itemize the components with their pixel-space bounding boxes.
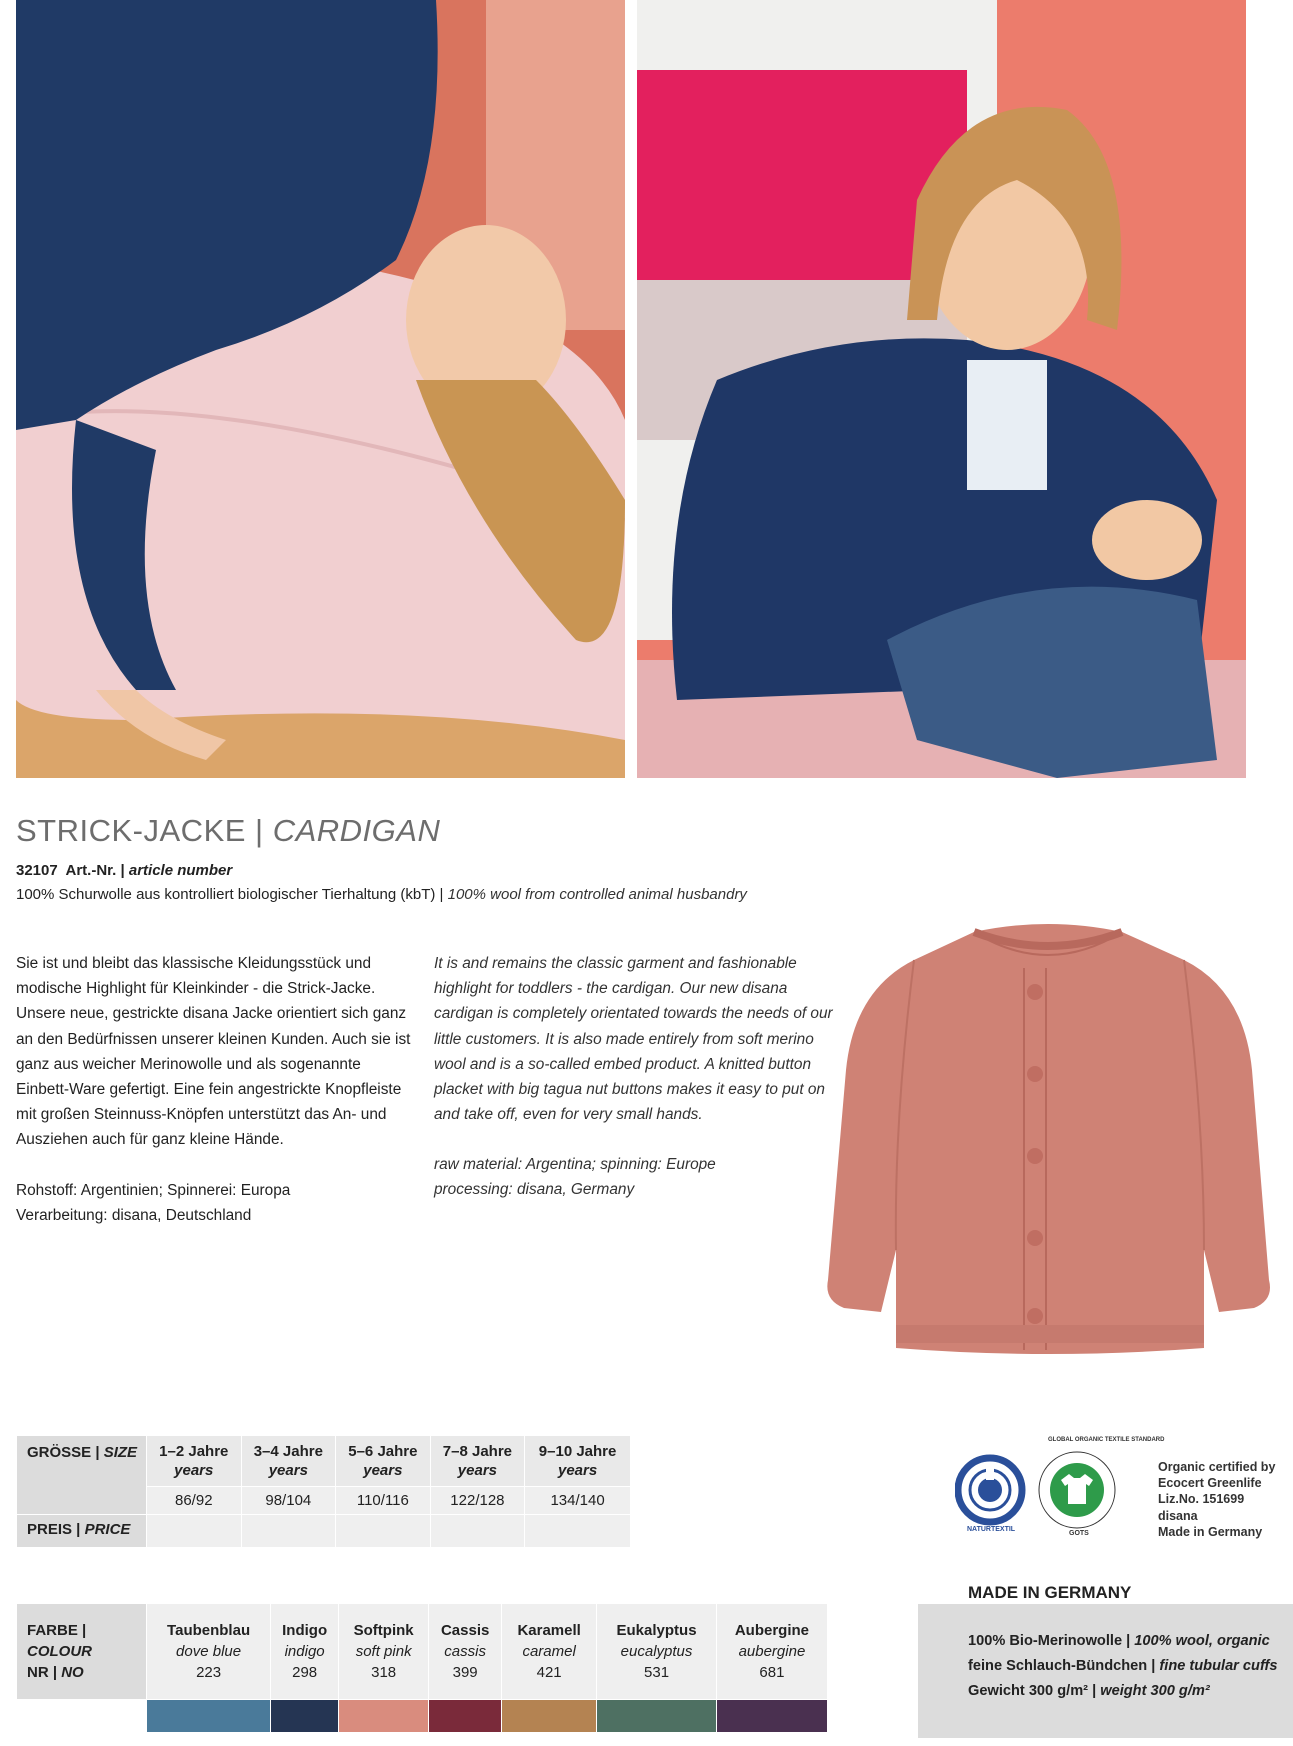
colour-name-de: Taubenblau — [167, 1622, 251, 1639]
size-years: years — [557, 1462, 598, 1479]
size-label-de: GRÖSSE | — [27, 1444, 100, 1461]
article-number-line — [16, 862, 232, 879]
cert-line: Ecocert Greenlife — [1158, 1476, 1262, 1491]
info-de: feine Schlauch-Bündchen | — [968, 1658, 1156, 1674]
product-info-box — [918, 1604, 1293, 1738]
price-label-de: PREIS | — [27, 1521, 81, 1538]
price-cell — [430, 1515, 525, 1548]
info-en: weight 300 g/m² — [1100, 1683, 1210, 1699]
title-separator: | — [245, 813, 273, 848]
colour-cell — [502, 1604, 597, 1700]
made-in-germany-heading: MADE IN GERMANY — [968, 1583, 1132, 1602]
origin-en-raw: raw material: Argentina; spinning: Europe — [434, 1156, 716, 1173]
colour-cell — [597, 1604, 717, 1700]
colour-name-en: dove blue — [176, 1643, 242, 1660]
material-line — [16, 886, 747, 903]
title-de: STRICK-JACKE — [16, 813, 246, 848]
size-cm: 122/128 — [430, 1487, 525, 1515]
size-years: years — [457, 1462, 498, 1479]
gots-short-label: GOTS — [1069, 1530, 1089, 1537]
colour-swatch[interactable] — [597, 1700, 717, 1733]
origin-en-processing: processing: disana, Germany — [434, 1181, 635, 1199]
size-cm: 110/116 — [336, 1487, 431, 1515]
description-de: Sie ist und bleibt das klassische Kleidungsstück und modische Highlight für Kleinkinder - die Strick-Jacke. Unsere neue, gestrickte disana Jacke orientiert sich ganz an den Bedürfnissen unserer kleinen Kunden. Auch sie ist ganz aus weicher Merinowolle und als sogenannte Einbett-Ware gefertigt. Eine fein angestrickte Knopfleiste mit großen Steinnuss-Knöpfen unterstützt das An- und Ausziehen auch für ganz kleine Hände. — [16, 955, 411, 1149]
info-en: fine tubular cuffs — [1159, 1658, 1278, 1674]
colour-number: 681 — [759, 1664, 785, 1681]
size-age: 3–4 Jahre — [253, 1443, 323, 1460]
colour-label — [17, 1604, 147, 1700]
size-label — [17, 1436, 147, 1515]
size-age: 9–10 Jahre — [538, 1443, 617, 1460]
info-line-cuffs — [968, 1654, 1278, 1679]
size-cm: 86/92 — [147, 1487, 242, 1515]
origin-de — [16, 1178, 290, 1228]
size-age: 7–8 Jahre — [442, 1443, 513, 1460]
price-cell — [147, 1515, 242, 1548]
cert-line: disana — [1158, 1508, 1198, 1523]
product-title — [16, 813, 440, 849]
colour-number: 223 — [196, 1664, 222, 1681]
price-cell — [525, 1515, 631, 1548]
price-cell — [336, 1515, 431, 1548]
colour-number: 298 — [292, 1664, 318, 1681]
photo-child-sitting — [637, 0, 1246, 778]
certification-logos — [955, 1440, 1095, 1540]
description-en: It is and remains the classic garment and fashionable highlight for toddlers - the cardigan. Our new disana cardigan is completely orientated towards the needs of our little customers. It is also made entirely from soft merino wool and is a so-called embed product. A knitted button placket with big tagua nut buttons makes it easy to put on and take off, even for very small hands. — [434, 955, 833, 1124]
colour-number: 399 — [452, 1664, 478, 1681]
colour-swatch[interactable] — [502, 1700, 597, 1733]
colour-number: 318 — [371, 1664, 397, 1681]
cert-line: Liz.No. 151699 — [1158, 1492, 1245, 1507]
origin-de-raw: Rohstoff: Argentinien; Spinnerei: Europa — [16, 1182, 291, 1199]
naturtextil-label: NATURTEXTIL — [967, 1526, 1016, 1533]
article-number: 32107 — [16, 862, 58, 879]
size-header — [525, 1436, 631, 1487]
info-line-wool — [968, 1629, 1278, 1654]
colour-label-en: COLOUR — [27, 1643, 92, 1660]
colour-cell — [429, 1604, 502, 1700]
price-label — [17, 1515, 147, 1548]
info-de: 100% Bio-Merinowolle | — [968, 1633, 1131, 1649]
colour-swatch[interactable] — [339, 1700, 429, 1733]
colour-swatch[interactable] — [271, 1700, 339, 1733]
cardigan-product-image — [824, 920, 1272, 1360]
cert-line: Made in Germany — [1158, 1524, 1263, 1539]
size-header — [430, 1436, 525, 1487]
origin-en — [434, 1152, 716, 1202]
colour-name-de: Aubergine — [734, 1622, 810, 1639]
colour-swatch[interactable] — [716, 1700, 827, 1733]
info-de: Gewicht 300 g/m² | — [968, 1683, 1097, 1699]
title-en: CARDIGAN — [272, 813, 441, 848]
colour-number: 531 — [644, 1664, 670, 1681]
size-years: years — [268, 1462, 308, 1479]
price-label-en: PRICE — [84, 1521, 131, 1538]
size-header — [147, 1436, 242, 1487]
origin-de-processing: Verarbeitung: disana, Deutschland — [16, 1207, 252, 1225]
colour-cell — [716, 1604, 827, 1700]
article-label-de: Art.-Nr. | — [65, 862, 125, 879]
size-age: 1–2 Jahre — [159, 1443, 229, 1460]
colour-name-de: Eukalyptus — [616, 1622, 697, 1639]
naturtextil-logo-icon — [958, 1458, 1022, 1522]
certification-text — [1158, 1459, 1275, 1540]
colour-name-en: eucalyptus — [620, 1643, 693, 1660]
material-de: 100% Schurwolle aus kontrolliert biologischer Tierhaltung (kbT) | — [16, 886, 444, 903]
size-age: 5–6 Jahre — [348, 1443, 418, 1460]
colour-name-de: Karamell — [517, 1622, 581, 1639]
info-line-weight — [968, 1679, 1278, 1704]
nr-label-en: NO — [61, 1664, 84, 1681]
colour-table — [16, 1603, 828, 1733]
info-en: 100% wool, organic — [1134, 1633, 1270, 1649]
colour-cell — [339, 1604, 429, 1700]
colour-name-en: aubergine — [738, 1643, 806, 1660]
cert-line: Organic certified by — [1158, 1460, 1276, 1474]
colour-cell — [147, 1604, 271, 1700]
colour-name-en: caramel — [522, 1643, 576, 1660]
price-cell — [241, 1515, 336, 1548]
size-label-en: SIZE — [103, 1444, 138, 1461]
size-cm: 98/104 — [241, 1487, 336, 1515]
size-header — [336, 1436, 431, 1487]
colour-swatch[interactable] — [147, 1700, 271, 1733]
size-cm: 134/140 — [525, 1487, 631, 1515]
colour-swatch[interactable] — [429, 1700, 502, 1733]
farbe-label: FARBE | — [27, 1622, 87, 1639]
size-years: years — [363, 1462, 403, 1479]
material-en: 100% wool from controlled animal husbandry — [447, 886, 747, 903]
gots-label: GLOBAL ORGANIC TEXTILE STANDARD — [1048, 1437, 1165, 1443]
colour-number: 421 — [536, 1664, 562, 1681]
colour-name-en: indigo — [284, 1643, 325, 1660]
colour-name-en: cassis — [444, 1643, 486, 1660]
swatch-spacer — [17, 1700, 147, 1733]
colour-name-de: Cassis — [440, 1622, 490, 1639]
size-header — [241, 1436, 336, 1487]
photo-child-lying — [16, 0, 625, 778]
colour-cell — [271, 1604, 339, 1700]
colour-name-en: soft pink — [355, 1643, 412, 1660]
nr-label-de: NR | — [27, 1664, 58, 1681]
article-label-en: article number — [128, 862, 233, 879]
size-years: years — [174, 1462, 214, 1479]
gots-logo-icon — [1039, 1452, 1115, 1528]
colour-name-de: Indigo — [282, 1622, 328, 1639]
size-price-table — [16, 1435, 631, 1548]
colour-name-de: Softpink — [353, 1622, 414, 1639]
